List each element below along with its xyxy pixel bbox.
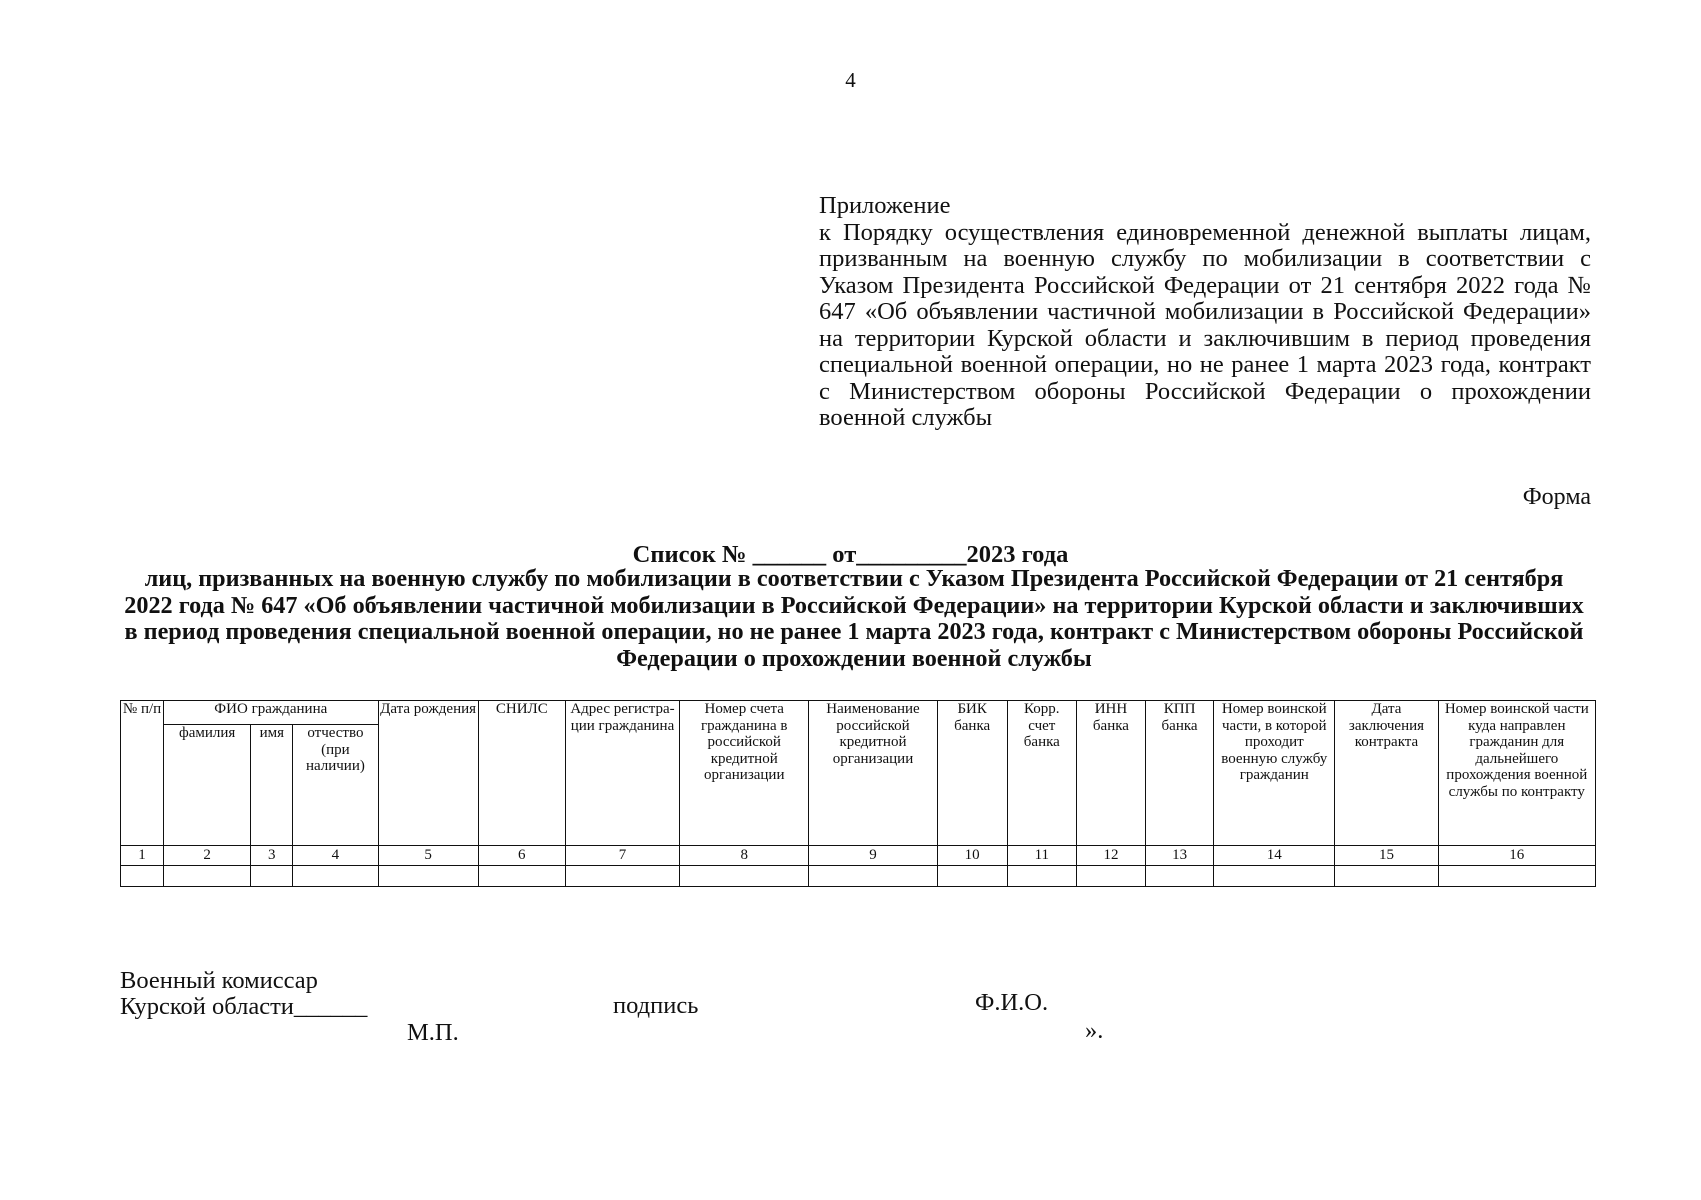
table-cell [680, 866, 809, 887]
table-cell [1146, 866, 1214, 887]
signature-position-line1: Военный комиссар [120, 967, 318, 994]
header-bik: БИК банка [937, 701, 1007, 846]
column-number: 4 [293, 846, 378, 866]
header-unit: Номер воинской части, в которой проходит военную службу гражданин [1214, 701, 1335, 846]
table-cell [378, 866, 478, 887]
column-number-row [121, 846, 1596, 866]
column-number: 14 [1214, 846, 1335, 866]
column-number: 6 [478, 846, 565, 866]
table-cell [1335, 866, 1438, 887]
header-name: имя [251, 725, 293, 846]
list-subtitle: лиц, призванных на военную службу по мобилизации в соответствии с Указом Президента Российской Федерации от 21 сентября 2022 года № 647 «Об объявлении частичной мобилизации в Российской Федерации» на территории Курской области и заключивших в период проведения специальной военной операции, но не ранее 1 марта 2023 года, контракт с Министерством обороны Российской Федерации о прохождении военной службы [124, 565, 1584, 672]
signature-position-line2: Курской области______ [120, 993, 368, 1020]
header-surname: фамилия [164, 725, 251, 846]
table-cell [809, 866, 937, 887]
table-cell [937, 866, 1007, 887]
table-cell [164, 866, 251, 887]
closing-quote: ». [1085, 1017, 1104, 1044]
header-fio: ФИО гражданина [164, 701, 378, 725]
form-label: Форма [1522, 484, 1591, 510]
header-birth-date: Дата рождения [378, 701, 478, 846]
header-contract-date: Дата заключения контракта [1335, 701, 1438, 846]
header-inn: ИНН банка [1076, 701, 1145, 846]
column-number: 1 [121, 846, 164, 866]
column-number: 13 [1146, 846, 1214, 866]
table-cell [121, 866, 164, 887]
header-snils: СНИЛС [478, 701, 565, 846]
table-cell [565, 866, 679, 887]
appendix-text: к Порядку осуществления единовременной денежной выплаты лицам, призванным на военную службу по мобилизации в соответствии с Указом Президента Российской Федерации от 21 сентября 2022 года № 647 «Об объявлении частичной мобилизации в Российской Федерации» на территории Курской области и заключившим в период проведения специальной военной операции, но не ранее 1 марта 2023 года, контракт с Министерством обороны Российской Федерации о прохождении военной службы [819, 218, 1591, 431]
column-number: 12 [1076, 846, 1145, 866]
header-kpp: КПП банка [1146, 701, 1214, 846]
table-cell [293, 866, 378, 887]
signature-label: подпись [613, 992, 699, 1019]
header-bank-name: Наименование российской кредитной организации [809, 701, 937, 846]
column-number: 8 [680, 846, 809, 866]
column-number: 15 [1335, 846, 1438, 866]
column-number: 7 [565, 846, 679, 866]
header-num: № п/п [121, 701, 164, 846]
appendix-block [819, 193, 1591, 432]
table-cell [478, 866, 565, 887]
appendix-title: Приложение [819, 192, 951, 219]
column-number: 5 [378, 846, 478, 866]
register-table [120, 700, 1596, 887]
list-title: Список № ______ от_________2023 года [632, 541, 1069, 568]
fio-label: Ф.И.О. [975, 989, 1049, 1016]
stamp-label: М.П. [407, 1019, 459, 1046]
header-unit-sent: Номер воинской части куда направлен гражданин для дальнейшего прохождения военной службы по контракту [1438, 701, 1595, 846]
table-cell [1076, 866, 1145, 887]
table-cell [1214, 866, 1335, 887]
header-corr-account: Корр. счет банка [1007, 701, 1076, 846]
column-number: 11 [1007, 846, 1076, 866]
table-cell [1438, 866, 1595, 887]
column-number: 2 [164, 846, 251, 866]
header-address: Адрес регистра-ции гражданина [565, 701, 679, 846]
column-number: 9 [809, 846, 937, 866]
page-number: 4 [845, 68, 856, 92]
header-account: Номер счета гражданина в российской кредитной организации [680, 701, 809, 846]
table-cell [251, 866, 293, 887]
header-patronymic: отчество (при наличии) [293, 725, 378, 846]
table-cell [1007, 866, 1076, 887]
column-number: 16 [1438, 846, 1595, 866]
column-number: 10 [937, 846, 1007, 866]
table-row [121, 866, 1596, 887]
column-number: 3 [251, 846, 293, 866]
